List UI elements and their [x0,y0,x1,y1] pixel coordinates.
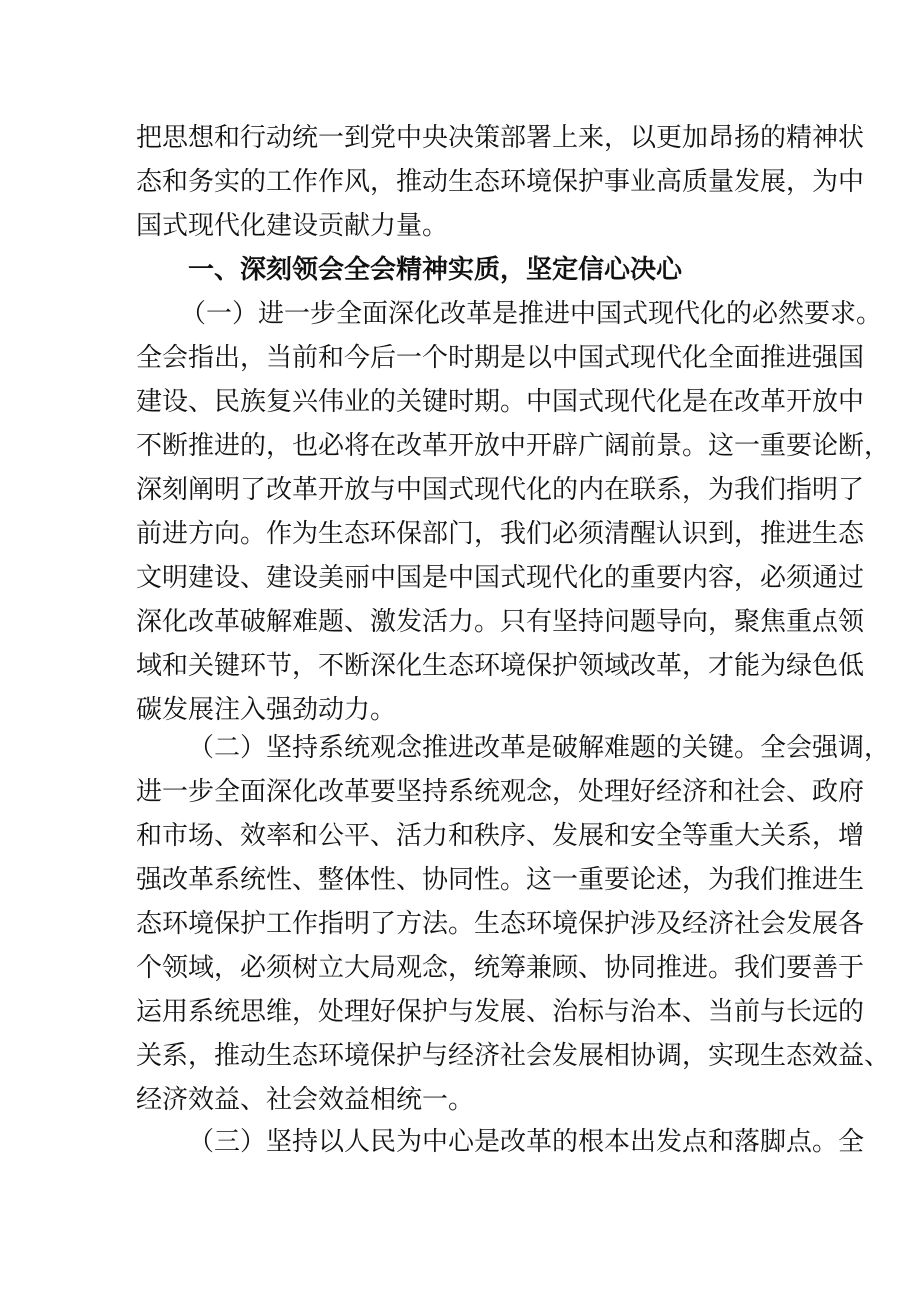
paragraph-line: 个领域，必须树立大局观念，统筹兼顾、协同推进。我们要善于 [136,953,865,983]
paragraph-line: 经济效益、社会效益相统一。 [136,1085,475,1115]
paragraph-line: 强改革系统性、整体性、协同性。这一重要论述，为我们推进生 [136,865,865,895]
paragraph-line: 态和务实的工作作风，推动生态环境保护事业高质量发展，为中 [136,167,865,197]
paragraph-line: 进一步全面深化改革要坚持系统观念，处理好经济和社会、政府 [136,777,865,807]
paragraph-line: 和市场、效率和公平、活力和秩序、发展和安全等重大关系，增 [136,821,865,851]
paragraph-line: 建设、民族复兴伟业的关键时期。中国式现代化是在改革开放中 [136,387,865,417]
paragraph-line: （二）坚持系统观念推进改革是破解难题的关键。全会强调， [188,733,891,763]
paragraph-line: 碳发展注入强劲动力。 [136,695,397,725]
paragraph-line: 关系，推动生态环境保护与经济社会发展相协调，实现生态效益、 [136,1041,891,1071]
paragraph-line: （三）坚持以人民为中心是改革的根本出发点和落脚点。全 [188,1127,865,1157]
section-heading: 一、深刻领会全会精神实质，坚定信心决心 [188,255,683,285]
paragraph-line: 深化改革破解难题、激发活力。只有坚持问题导向，聚焦重点领 [136,607,865,637]
paragraph-line: 态环境保护工作指明了方法。生态环境保护涉及经济社会发展各 [136,909,865,939]
paragraph-line: 把思想和行动统一到党中央决策部署上来，以更加昂扬的精神状 [136,123,865,153]
paragraph-line: 文明建设、建设美丽中国是中国式现代化的重要内容，必须通过 [136,563,865,593]
paragraph-line: 深刻阐明了改革开放与中国式现代化的内在联系，为我们指明了 [136,475,865,505]
paragraph-line: 域和关键环节，不断深化生态环境保护领域改革，才能为绿色低 [136,651,865,681]
paragraph-line: 运用系统思维，处理好保护与发展、治标与治本、当前与长远的 [136,997,865,1027]
paragraph-line: （一）进一步全面深化改革是推进中国式现代化的必然要求。 [180,299,883,329]
paragraph-line: 全会指出，当前和今后一个时期是以中国式现代化全面推进强国 [136,343,865,373]
paragraph-line: 不断推进的，也必将在改革开放中开辟广阔前景。这一重要论断， [136,431,891,461]
paragraph-line: 前进方向。作为生态环保部门，我们必须清醒认识到，推进生态 [136,519,865,549]
paragraph-line: 国式现代化建设贡献力量。 [136,211,449,241]
